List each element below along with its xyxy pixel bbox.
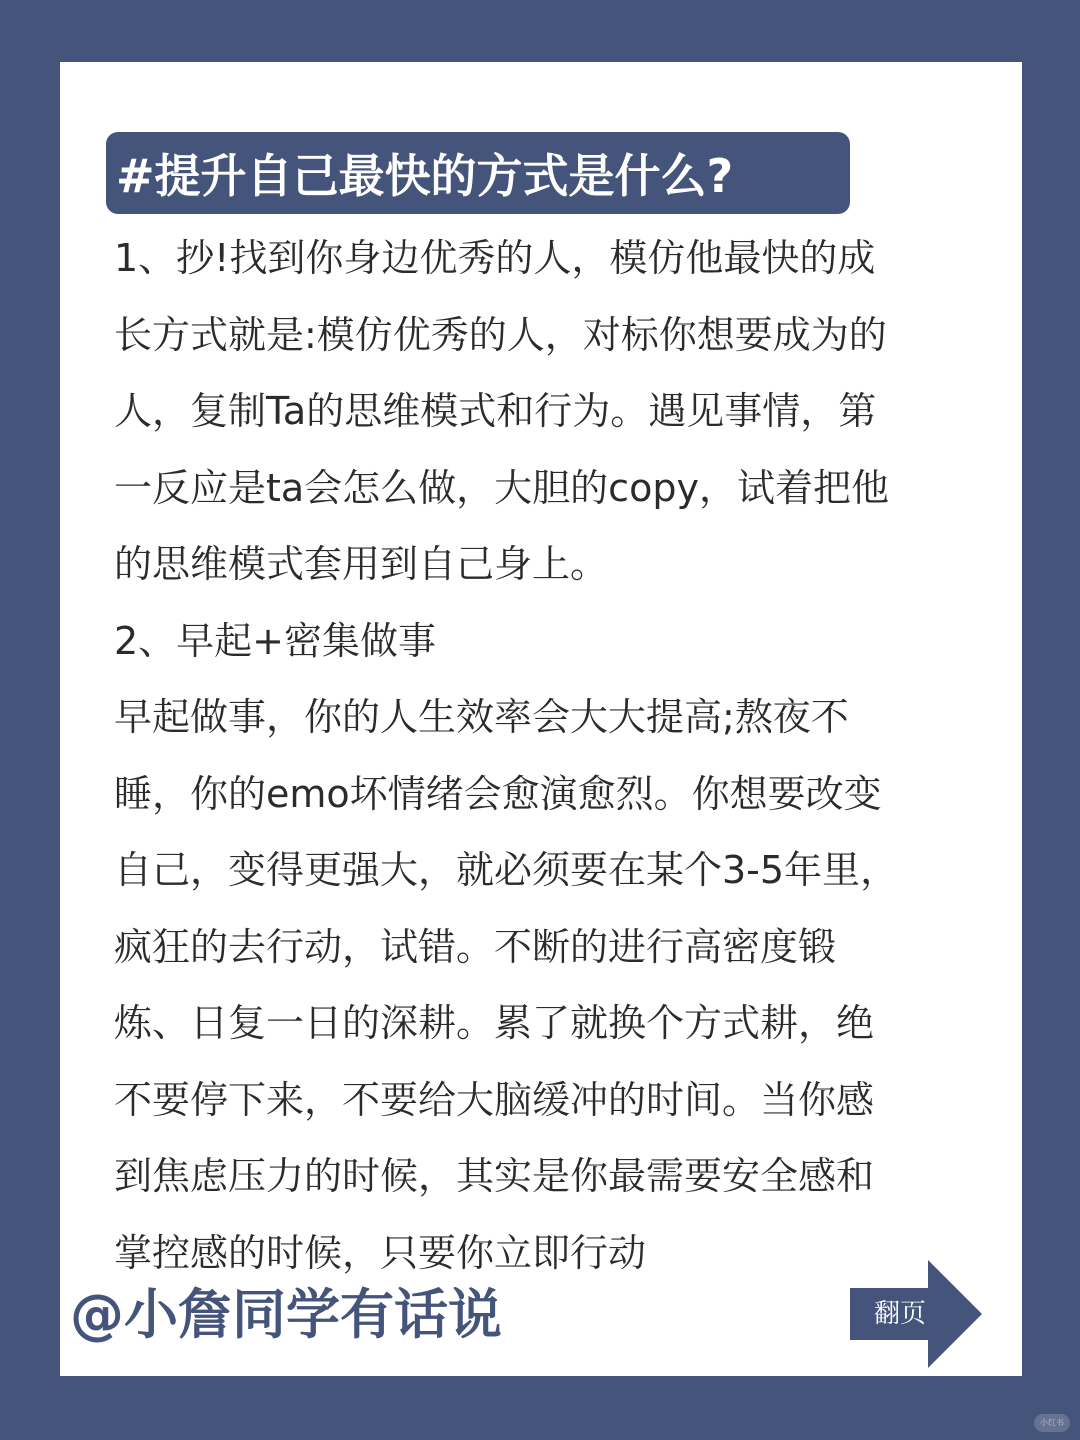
paragraph-line: 炼、日复一日的深耕。累了就换个方式耕，绝 [114, 1001, 875, 1045]
watermark-logo: 小红书 [1034, 1414, 1070, 1432]
page-title: #提升自己最快的方式是什么? [116, 149, 734, 203]
paragraph-line: 睡，你的emo坏情绪会愈演愈烈。你想要改变 [114, 771, 882, 816]
paragraph-line: 人，复制Ta的思维模式和行为。遇见事情，第 [114, 389, 877, 433]
paragraph-line: 不要停下来，不要给大脑缓冲的时间。当你感 [114, 1077, 875, 1122]
paragraph-line: 早起做事，你的人生效率会大大提高;熬夜不 [114, 695, 849, 739]
paragraph-line: 的思维模式套用到自己身上。 [114, 542, 609, 586]
paragraph-line: 疯狂的去行动，试错。不断的进行高密度锻 [114, 924, 837, 969]
next-page-button[interactable] [850, 1260, 982, 1368]
paragraph-line: 1、抄!找到你身边优秀的人，模仿他最快的成 [114, 236, 876, 280]
author-signature: @小詹同学有话说 [70, 1283, 502, 1346]
paragraph-line: 一反应是ta会怎么做，大胆的copy，试着把他 [114, 465, 889, 510]
title-banner [106, 132, 850, 214]
section-heading: 2、早起+密集做事 [114, 618, 437, 663]
article-body [114, 220, 974, 1291]
paragraph-line: 掌控感的时候，只要你立即行动 [114, 1230, 647, 1275]
paragraph-line: 自己，变得更强大，就必须要在某个3-5年里， [114, 848, 899, 892]
paragraph-line: 到焦虑压力的时候，其实是你最需要安全感和 [114, 1154, 875, 1198]
next-page-label: 翻页 [873, 1299, 926, 1329]
paragraph-line: 长方式就是:模仿优秀的人，对标你想要成为的 [114, 312, 887, 357]
